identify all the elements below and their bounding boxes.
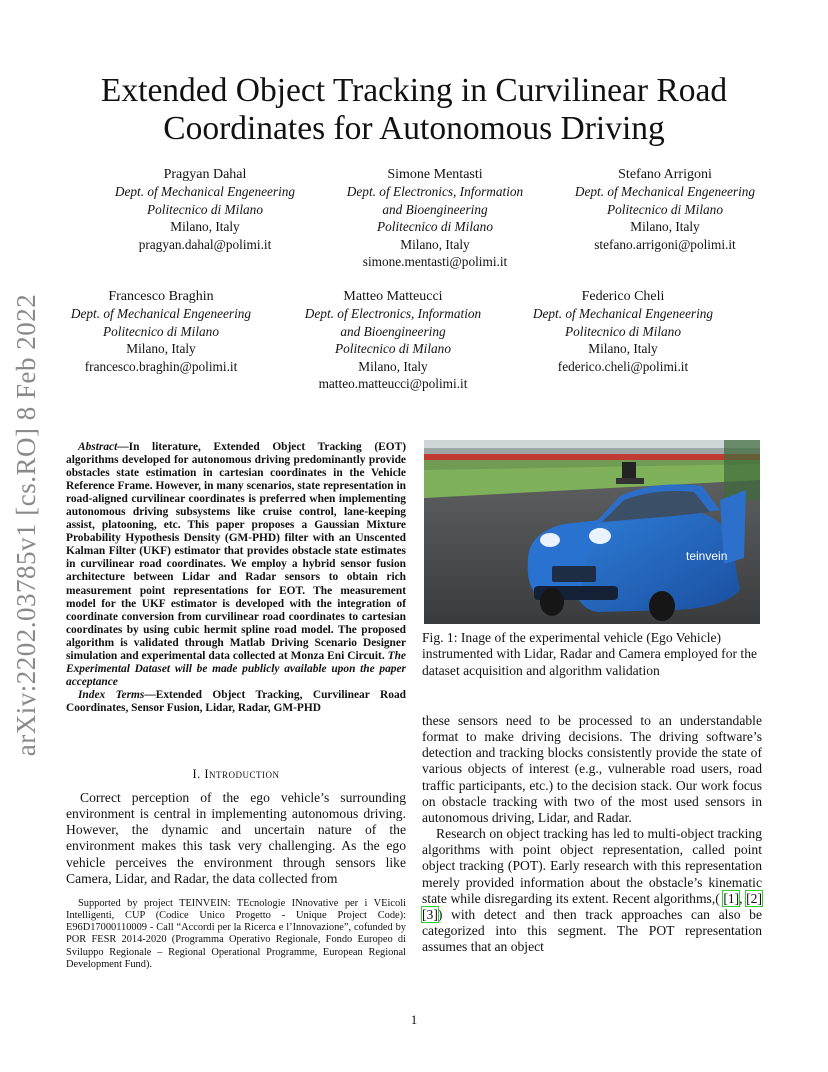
author-affiliation: Dept. of Mechanical Engeneering xyxy=(70,306,252,322)
author-affiliation: Politecnico di Milano xyxy=(377,219,493,235)
footnote: Supported by project TEINVEIN: TEcnologie INnovative per i VEicoli Intelligenti, CUP (Codice Unico Progetto - Unique Project Code): E96D17000110009 - Call “Accordi per la Ricerca e l’Innovazione”, cofunded by POR FESR 2014-2020 (Programma Operativo Regionale, Fondo Europeo di Sviluppo Regionale – Regional Operational Programme, European Regional Development Fund). xyxy=(66,898,406,970)
author-email: francesco.braghin@polimi.it xyxy=(84,358,238,374)
author-email: federico.cheli@polimi.it xyxy=(557,358,689,374)
index-terms-label: Index Terms xyxy=(78,688,145,701)
abstract-dataset-note: The Experimental Dataset will be made publicly available upon the paper acceptance xyxy=(66,649,406,688)
author-affiliation: Dept. of Mechanical Engeneering xyxy=(114,184,296,200)
author-affiliation: Dept. of Mechanical Engeneering xyxy=(532,306,714,322)
author-affiliation: Politecnico di Milano xyxy=(103,323,219,339)
author-email: pragyan.dahal@polimi.it xyxy=(138,236,272,252)
citation-link-3[interactable]: [3] xyxy=(422,906,438,922)
figure-caption: Fig. 1: Inage of the experimental vehicle (Ego Vehicle) instrumented with Lidar, Radar and Camera employed for the dataset acquisition and algorithm validation xyxy=(422,630,758,678)
author-name: Simone Mentasti xyxy=(387,167,483,182)
author-location: Milano, Italy xyxy=(588,341,658,357)
citation-link-2[interactable]: [2] xyxy=(746,890,762,906)
author-email: stefano.arrigoni@polimi.it xyxy=(594,236,736,252)
author-name: Pragyan Dahal xyxy=(163,167,247,182)
page-number: 1 xyxy=(410,1012,418,1027)
author-block-4 xyxy=(56,288,266,375)
intro-paragraph-1: Correct perception of the ego vehicle’s surrounding environment is central in implementing autonomous driving. However, the dynamic and uncertain nature of the environment makes this task very challenging. As the ego vehicle perceives the environment through sensors like Camera, Lidar, and Radar, the data collected from xyxy=(66,790,406,886)
abstract-text: —In literature, Extended Object Tracking (EOT) algorithms developed for autonomous driving predominantly provide obstacles state estimation in cartesian coordinates in the Vehicle Reference Frame. However, in many scenarios, state representation in road-aligned curvilinear coordinates is preferred when implementing autonomous driving subsystems like cruise control, lane-keeping assist, platooning, etc. This paper proposes a Gaussian Mixture Probability Hypothesis Density (GM-PHD) filter with an Unscented Kalman Filter (UKF) estimator that provides obstacle state estimates in curvilinear road coordinates. We employ a hybrid sensor fusion architecture between Lidar and Radar sensors to obtain rich measurement point representations for EOT. The measurement model for the UKF estimator is developed with the integration of coordinate conversion from curvilinear road coordinates to cartesian coordinates by using cubic hermit spline road model. The proposed algorithm is validated through Matlab Driving Scenario Designer simulation and experimental data collected at Monza Eni Circuit. xyxy=(66,441,406,662)
author-location: Milano, Italy xyxy=(630,219,700,235)
citation-separator: , xyxy=(739,890,747,906)
author-affiliation: Politecnico di Milano xyxy=(607,201,723,217)
title-line-2: Coordinates for Autonomous Driving xyxy=(163,110,665,147)
author-affiliation: Dept. of Electronics, Information xyxy=(346,184,524,200)
author-email: matteo.matteucci@polimi.it xyxy=(318,376,468,392)
arxiv-identifier: arXiv:2202.03785v1 [cs.RO] 8 Feb 2022 xyxy=(10,293,41,757)
author-block-5 xyxy=(283,288,503,392)
author-block-2 xyxy=(325,166,545,270)
abstract xyxy=(66,441,406,715)
author-block-1 xyxy=(100,166,310,253)
author-location: Milano, Italy xyxy=(400,236,470,252)
paper-title xyxy=(60,72,768,148)
paragraph-text: Research on object tracking has led to multi-object tracking algorithms with point object representation, called point object tracking (POT). Early research with this representation merely provided information about the obstacle’s kinematic state while disregarding its extent. Recent algorithms,( xyxy=(422,826,762,906)
author-email: simone.mentasti@polimi.it xyxy=(362,254,508,270)
title-line-1: Extended Object Tracking in Curvilinear Road xyxy=(100,72,728,109)
section-heading-introduction xyxy=(66,767,406,782)
author-name: Francesco Braghin xyxy=(108,289,214,304)
abstract-paragraph xyxy=(66,441,406,689)
right-column-text xyxy=(422,713,762,955)
author-affiliation: Politecnico di Milano xyxy=(147,201,263,217)
abstract-label: Abstract xyxy=(78,441,118,453)
index-terms xyxy=(66,689,406,715)
vehicle-livery-text: teinvein xyxy=(686,549,728,563)
author-location: Milano, Italy xyxy=(170,219,240,235)
author-name: Stefano Arrigoni xyxy=(618,167,712,182)
intro-left-column xyxy=(66,790,406,887)
author-block-6 xyxy=(518,288,728,375)
author-affiliation: Dept. of Mechanical Engeneering xyxy=(574,184,756,200)
paragraph-text: ) with detect and then track approaches can also be categorized into this segment. The POT representation assumes that an object xyxy=(422,906,762,955)
right-paragraph-2 xyxy=(422,826,762,955)
section-title: Introduction xyxy=(204,767,280,781)
author-block-3 xyxy=(560,166,770,253)
citation-link-1[interactable]: [1] xyxy=(723,890,740,906)
right-paragraph-1: these sensors need to be processed to an understandable format to make driving decisions. The driving software’s detection and tracking blocks consistently provide the state of various objects of interest (e.g., vulnerable road users, road traffic participants, etc.) to the decision stack. Our work focus on obstacle tracking with two of the most used sensors in autonomous driving, Lidar, and Radar. xyxy=(422,713,762,825)
author-affiliation: and Bioengineering xyxy=(340,323,446,339)
author-affiliation: and Bioengineering xyxy=(382,201,488,217)
author-affiliation: Politecnico di Milano xyxy=(565,323,681,339)
author-affiliation: Dept. of Electronics, Information xyxy=(304,306,482,322)
author-name: Federico Cheli xyxy=(581,289,665,304)
vehicle-photo xyxy=(424,440,760,624)
section-number: I. xyxy=(192,767,201,781)
author-name: Matteo Matteucci xyxy=(343,289,443,304)
author-location: Milano, Italy xyxy=(126,341,196,357)
figure-experimental-vehicle xyxy=(424,440,760,624)
index-terms-text: —Extended Object Tracking, Curvilinear Road Coordinates, Sensor Fusion, Lidar, Radar, GM-PHD xyxy=(66,688,406,714)
author-location: Milano, Italy xyxy=(358,358,428,374)
author-affiliation: Politecnico di Milano xyxy=(335,341,451,357)
